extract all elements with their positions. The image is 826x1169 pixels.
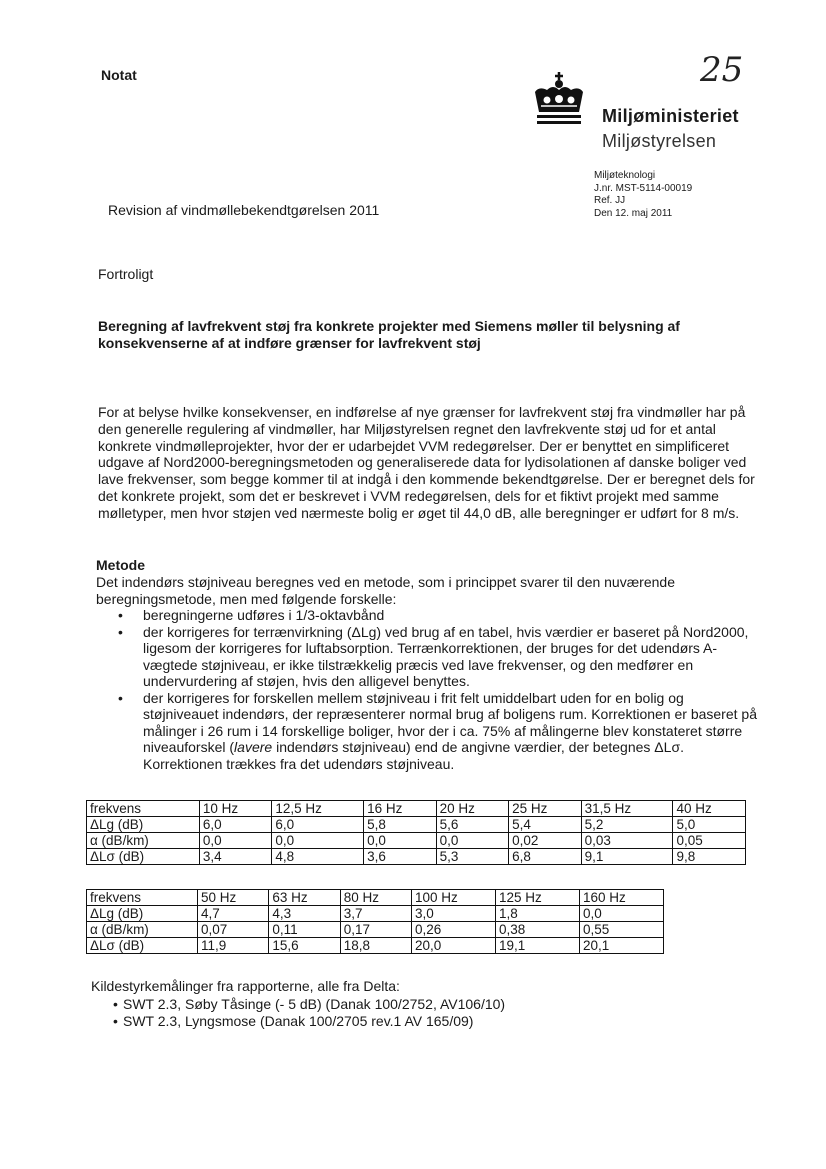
table-cell: 25 Hz bbox=[509, 801, 582, 817]
table-cell: 0,0 bbox=[364, 833, 437, 849]
crown-icon bbox=[527, 70, 591, 128]
bullet-text-italic: lavere bbox=[234, 739, 273, 755]
table-cell: 18,8 bbox=[340, 938, 411, 954]
table-cell: frekvens bbox=[87, 801, 200, 817]
table-cell: 20,0 bbox=[412, 938, 496, 954]
table-cell: 4,8 bbox=[272, 849, 364, 865]
table-cell: 5,3 bbox=[436, 849, 509, 865]
method-bullet bbox=[96, 690, 758, 773]
table-row bbox=[87, 817, 746, 833]
document-heading: Beregning af lavfrekvent støj fra konkrete projekter med Siemens møller til belysning af konsekvenserne af at indføre grænser for lavfrekvent støj bbox=[98, 318, 680, 351]
table-cell: 20 Hz bbox=[436, 801, 509, 817]
table-cell: 80 Hz bbox=[340, 890, 411, 906]
intro-paragraph bbox=[98, 404, 758, 522]
table-cell: 4,7 bbox=[198, 906, 269, 922]
method-bullet: • beregningerne udføres i 1/3-oktavbånd bbox=[96, 607, 758, 624]
document-meta bbox=[594, 170, 692, 220]
meta-reference: Ref. JJ bbox=[594, 195, 626, 206]
meta-date: Den 12. maj 2011 bbox=[594, 207, 673, 219]
table-row bbox=[87, 849, 746, 865]
method-section bbox=[96, 574, 758, 772]
sources-list bbox=[91, 996, 741, 1031]
table-cell: 5,0 bbox=[673, 817, 746, 833]
table-cell: 3,6 bbox=[364, 849, 437, 865]
table-cell: 5,6 bbox=[436, 817, 509, 833]
meta-department: Miljøteknologi bbox=[594, 170, 656, 181]
table-cell: α (dB/km) bbox=[87, 833, 200, 849]
table-cell: 50 Hz bbox=[198, 890, 269, 906]
table-cell: 11,9 bbox=[198, 938, 269, 954]
table-cell: 3,4 bbox=[199, 849, 272, 865]
table-cell: 6,0 bbox=[272, 817, 364, 833]
table-cell: 0,05 bbox=[673, 833, 746, 849]
table-cell: 0,38 bbox=[496, 922, 580, 938]
frequency-table-2 bbox=[86, 889, 664, 954]
agency-name: Miljøstyrelsen bbox=[602, 131, 717, 151]
bullet-text-before: der korrigeres for forskellen mellem støjniveau i frit felt umiddelbart uden for en bolig og støjniveauet indendørs, der repræsenterer normal brug af boligens rum. Korrektionen er baseret på målinger i 26 rum i 14 forskellige boliger, hvor der i ca. 75% af målingerne blev konstateret større niveauforskel ( bbox=[143, 689, 757, 755]
method-intro: Det indendørs støjniveau beregnes ved en metode, som i princippet svarer til den nuværende beregningsmetode, men med følgende forskelle: bbox=[96, 574, 675, 607]
table-cell: 3,0 bbox=[412, 906, 496, 922]
table-cell: 5,8 bbox=[364, 817, 437, 833]
table-cell: ΔLg (dB) bbox=[87, 906, 198, 922]
table-cell: 125 Hz bbox=[496, 890, 580, 906]
intro-text: For at belyse hvilke konsekvenser, en indførelse af nye grænser for lavfrekvent støj fra vindmøller har på den generelle regulering af vindmøller, har Miljøstyrelsen regnet den lavfrekvente støj ud for et antal konkrete vindmølleprojekter, hvor der er udarbejdet VVM redegørelser. Der er benyttet en simplificeret udgave af Nord2000-beregningsmetoden og generaliserede data for lydisolationen af danske boliger ved lave frekvenser, som begge kommer til at indgå i den kommende bekendtgørelse. Der er beregnet dels for det konkrete projekt, som det er beskrevet i VVM redegørelsen, dels for et fiktivt projekt med samme mølletyper, men hvor støjen ved nærmeste bolig er øget til 44,0 dB, alle beregninger er udført for 8 m/s. bbox=[98, 404, 755, 521]
table-cell: 0,55 bbox=[579, 922, 663, 938]
table-row bbox=[87, 833, 746, 849]
notat-label: Notat bbox=[101, 67, 137, 83]
handwritten-page-number: 25 bbox=[700, 50, 744, 90]
table-row bbox=[87, 801, 746, 817]
confidential-label: Fortroligt bbox=[98, 266, 154, 282]
table-cell: 0,0 bbox=[579, 906, 663, 922]
meta-journal-number: J.nr. MST-5114-00019 bbox=[594, 182, 693, 194]
table-row bbox=[87, 906, 664, 922]
table-cell: 0,0 bbox=[199, 833, 272, 849]
table-cell: 9,8 bbox=[673, 849, 746, 865]
table-cell: ΔLσ (dB) bbox=[87, 849, 200, 865]
table-cell: 9,1 bbox=[581, 849, 673, 865]
table-cell: ΔLg (dB) bbox=[87, 817, 200, 833]
table-cell: 0,07 bbox=[198, 922, 269, 938]
frequency-table-1 bbox=[86, 800, 746, 865]
table-cell: α (dB/km) bbox=[87, 922, 198, 938]
table-cell: 40 Hz bbox=[673, 801, 746, 817]
table-row bbox=[87, 922, 664, 938]
table-row bbox=[87, 938, 664, 954]
table-cell: 5,2 bbox=[581, 817, 673, 833]
table-cell: 0,0 bbox=[272, 833, 364, 849]
table-cell: 0,11 bbox=[269, 922, 340, 938]
table-cell: 6,8 bbox=[509, 849, 582, 865]
source-item: • SWT 2.3, Søby Tåsinge (- 5 dB) (Danak 100/2752, AV106/10) bbox=[91, 996, 741, 1014]
table-cell: 0,0 bbox=[436, 833, 509, 849]
table-cell: 0,17 bbox=[340, 922, 411, 938]
method-bullet: • der korrigeres for terrænvirkning (ΔLg) ved brug af en tabel, hvis værdier er baseret på Nord2000, ligesom der korrigeres for luftabsorption. Terrænkorrektionen, der bruges for det udendørs A-vægtede støjniveau, er ikke tilstrækkelig præcis ved lave frekvenser, og den medfører en undervurdering af støjen, hvis den alligevel benyttes. bbox=[96, 624, 758, 690]
bullet-text-after: indendørs støjniveau) end de angivne værdier, der betegnes ΔLσ. Korrektionen trækkes fra det udendørs støjniveau. bbox=[143, 739, 684, 772]
source-item: • SWT 2.3, Lyngsmose (Danak 100/2705 rev.1 AV 165/09) bbox=[91, 1013, 741, 1031]
table-cell: 19,1 bbox=[496, 938, 580, 954]
table-cell: 16 Hz bbox=[364, 801, 437, 817]
table-cell: 4,3 bbox=[269, 906, 340, 922]
table-cell: 63 Hz bbox=[269, 890, 340, 906]
method-title: Metode bbox=[96, 557, 145, 573]
table-cell: 0,26 bbox=[412, 922, 496, 938]
table-cell: 1,8 bbox=[496, 906, 580, 922]
document-subject: Revision af vindmøllebekendtgørelsen 2011 bbox=[108, 202, 380, 218]
table-cell: frekvens bbox=[87, 890, 198, 906]
table-cell: 3,7 bbox=[340, 906, 411, 922]
sources-section bbox=[91, 978, 741, 1031]
table-row bbox=[87, 890, 664, 906]
table-cell: 15,6 bbox=[269, 938, 340, 954]
table-cell: 20,1 bbox=[579, 938, 663, 954]
sources-intro: Kildestyrkemålinger fra rapporterne, alle fra Delta: bbox=[91, 978, 400, 994]
table-cell: 31,5 Hz bbox=[581, 801, 673, 817]
method-bullet-list bbox=[96, 607, 758, 772]
table-cell: 6,0 bbox=[199, 817, 272, 833]
ministry-name: Miljøministeriet bbox=[602, 106, 739, 126]
table-cell: 12,5 Hz bbox=[272, 801, 364, 817]
table-cell: 0,02 bbox=[509, 833, 582, 849]
table-cell: ΔLσ (dB) bbox=[87, 938, 198, 954]
table-cell: 0,03 bbox=[581, 833, 673, 849]
table-cell: 5,4 bbox=[509, 817, 582, 833]
table-cell: 100 Hz bbox=[412, 890, 496, 906]
table-cell: 160 Hz bbox=[579, 890, 663, 906]
table-cell: 10 Hz bbox=[199, 801, 272, 817]
